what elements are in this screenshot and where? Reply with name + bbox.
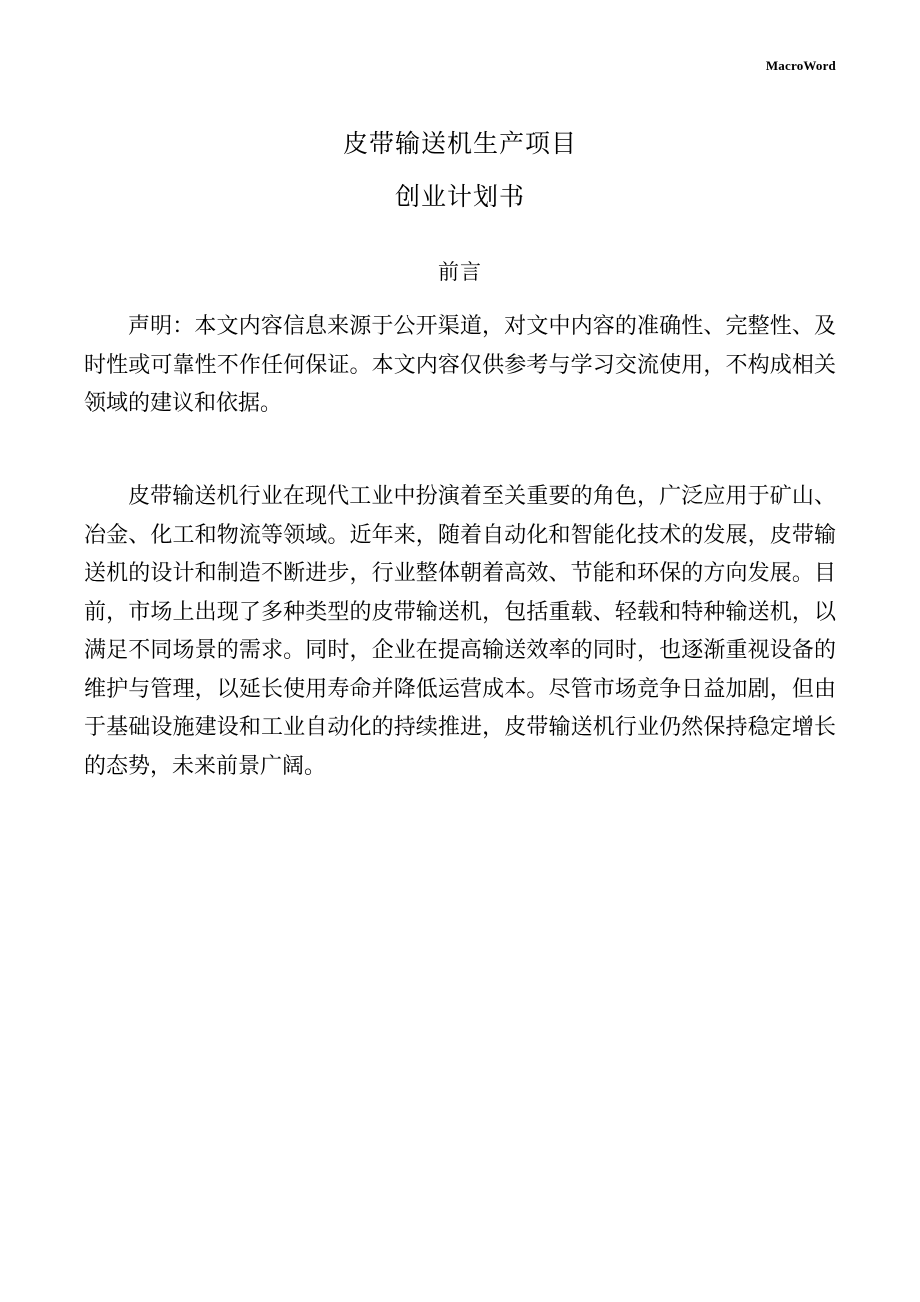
section-heading: 前言 (438, 260, 482, 284)
document-title-line-1: 皮带输送机生产项目 (342, 129, 577, 158)
header-brand: MacroWord (765, 58, 836, 73)
paragraph-industry-overview: 皮带输送机行业在现代工业中扮演着至关重要的角色，广泛应用于矿山、冶金、化工和物流等领域。近年来，随着自动化和智能化技术的发展，皮带输送机的设计和制造不断进步，行业整体朝着高效、节能和环保的方向发展。目前，市场上出现了多种类型的皮带输送机，包括重载、轻载和特种输送机，以满足不同场景的需求。同时，企业在提高输送效率的同时，也逐渐重视设备的维护与管理，以延长使用寿命并降低运营成本。尽管市场竞争日益加剧，但由于基础设施建设和工业自动化的持续推进，皮带输送机行业仍然保持稳定增长的态势，未来前景广阔。 (84, 484, 836, 779)
document-title-line-2: 创业计划书 (394, 182, 525, 211)
paragraph-disclaimer: 声明：本文内容信息来源于公开渠道，对文中内容的准确性、完整性、及时性或可靠性不作任何保证。本文内容仅供参考与学习交流使用，不构成相关领域的建议和依据。 (84, 314, 836, 416)
